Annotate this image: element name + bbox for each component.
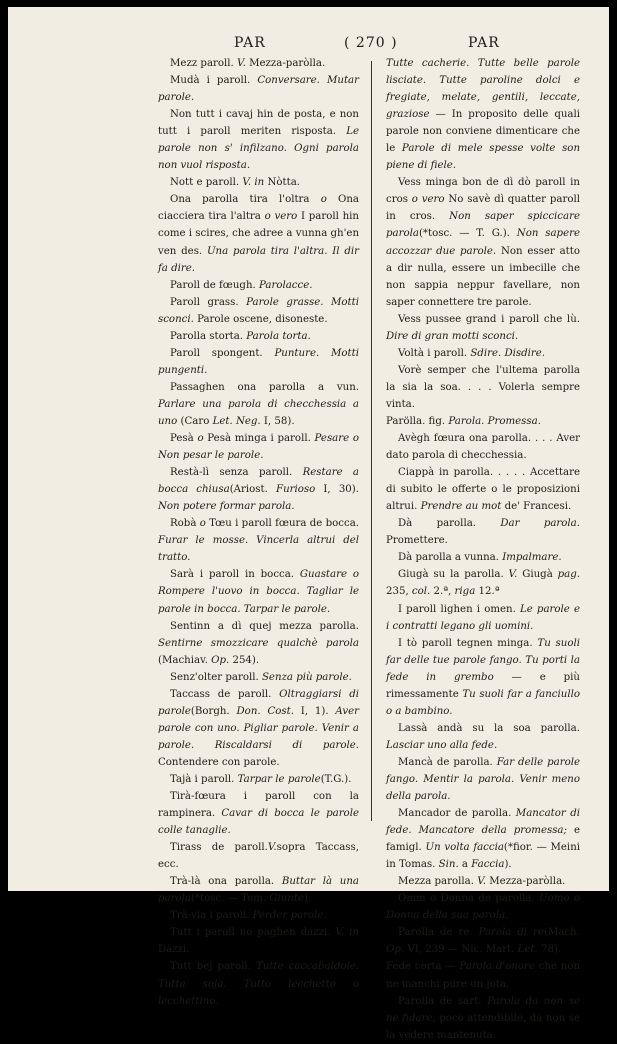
- entry-text: Vorè semper che l'ultema parolla la sia la soa. . . . Volerla sempre vinta.: [386, 364, 580, 410]
- entry-translation: Buttar là una parola: [158, 876, 359, 905]
- entry-translation: Aver parole con uno. Pigliar parole. Venir a parole. Riscaldarsi di parole.: [158, 705, 359, 751]
- dictionary-entry: [386, 720, 580, 754]
- entry-text: Non esser atto a dir nulla, essere un imbecille che non sappia neppur favellare, non saper connettere tre parole.: [386, 245, 580, 308]
- entry-text: Donna de parolla.: [436, 893, 539, 905]
- entry-translation: Faccia: [471, 859, 505, 871]
- entry-text: Restà-lì senza paroll.: [170, 467, 303, 479]
- entry-text: Promettere.: [386, 535, 448, 547]
- entry-text: Parolla storta.: [170, 330, 247, 342]
- entry-translation: Tutte caccabaldole. Tutta soja. Tutto lecchetto o lecchettino.: [158, 961, 359, 1007]
- dictionary-entry: [386, 958, 580, 992]
- dictionary-entry: [158, 55, 359, 72]
- entry-text: Parole oscene, disoneste.: [193, 313, 328, 325]
- entry-text: Passaghen ona parolla a vun.: [170, 381, 359, 393]
- entry-text: Mezz paroll.: [170, 58, 238, 69]
- entry-text: I paroll lighen i omen.: [398, 603, 520, 615]
- entry-translation: Perder parole.: [252, 910, 327, 922]
- entry-translation: Le parole e i contratti legano gli uomini.: [386, 603, 580, 632]
- entry-translation: Cavar di bocca le parole colle tanaglie.: [158, 808, 359, 837]
- dictionary-entry: [158, 907, 359, 924]
- entry-translation: Furioso: [276, 484, 316, 496]
- entry-translation: Parola di re: [478, 927, 544, 939]
- right-column: [386, 55, 580, 1044]
- entry-translation: Oltraggiarsi di parole: [158, 688, 359, 717]
- dictionary-entry: [158, 669, 359, 686]
- entry-text: Mudà i paroll.: [170, 75, 258, 87]
- entry-text: Tutt i paroll no paghen dazzi.: [170, 927, 336, 939]
- dictionary-entry: [158, 788, 359, 839]
- entry-text: ).: [504, 859, 512, 871]
- entry-translation: Sdire. Disdire.: [470, 347, 546, 359]
- entry-text: Mezza-paròlla.: [486, 876, 566, 888]
- dictionary-entry: [158, 566, 359, 617]
- entry-translation: Mancator di fede. Mancatore della promessa;: [386, 808, 580, 837]
- dictionary-entry: [386, 890, 580, 924]
- entry-translation: Una parola tira l'altra. Il dir fa dire.: [158, 245, 359, 274]
- entry-text: Parolla de re.: [398, 927, 479, 939]
- entry-text: Mezza-paròlla.: [245, 58, 326, 69]
- entry-text: I tò paroll tegnen minga.: [398, 637, 538, 649]
- dictionary-entry: [158, 618, 359, 669]
- entry-text: Tajà i paroll.: [170, 773, 238, 785]
- entry-text: (*tosc. — T. G.).: [418, 228, 517, 240]
- entry-translation: V. in: [335, 927, 360, 939]
- entry-text: — e più rimessamente: [386, 671, 580, 700]
- entry-text: I, 30).: [315, 484, 359, 496]
- entry-text: Ona ciacciera tira l'altra: [158, 194, 359, 223]
- entry-text: Dàzzi.: [158, 944, 190, 956]
- page-number: ( 270 ): [344, 35, 398, 51]
- dictionary-entry: [158, 277, 359, 294]
- entry-translation: Non potere formar parola.: [158, 501, 295, 513]
- running-head-right: PAR: [468, 35, 500, 51]
- entry-text: No savè dì quatter paroll in cros.: [386, 194, 580, 223]
- entry-translation: Conversare. Mutar parole.: [158, 75, 359, 104]
- entry-text: Pesà minga i paroll.: [203, 433, 315, 445]
- entry-text: Mancà de parolla.: [398, 756, 497, 768]
- dictionary-entry: [158, 106, 359, 174]
- entry-translation: Non saper spiccicare parola: [386, 211, 580, 240]
- running-head-left: PAR: [234, 35, 266, 51]
- entry-text: Ona parolla tira l'oltra: [170, 194, 321, 206]
- entry-text: Paroll grass.: [170, 296, 247, 308]
- entry-text: Nott e paroll.: [170, 177, 243, 189]
- entry-text: 254).: [229, 654, 260, 666]
- entry-text: (Machiav.: [158, 654, 212, 666]
- entry-translation: Sentirne smozzicare qualchè parola: [158, 637, 359, 649]
- entry-translation: Op.: [386, 944, 405, 956]
- entry-translation: col.: [411, 586, 431, 598]
- entry-translation: Sin.: [438, 859, 459, 871]
- entry-text: Dà parolla.: [398, 518, 501, 530]
- dictionary-entry: [158, 958, 359, 1009]
- dictionary-entry: [158, 379, 359, 430]
- entry-translation: Far delle parole fango. Mentir la parola. Venir meno della parola.: [386, 756, 580, 803]
- entry-translation: Tarpar le parole: [237, 773, 321, 785]
- entry-translation: Parola. Promessa.: [448, 415, 541, 427]
- entry-text: I, 58).: [260, 415, 295, 427]
- entry-translation: Giunte: [269, 893, 304, 905]
- entry-translation: riga: [454, 586, 476, 598]
- entry-text: Giugà su la parolla.: [398, 569, 509, 581]
- entry-translation: V.: [508, 569, 518, 581]
- entry-translation: Punture. Motti pungenti.: [158, 347, 359, 376]
- entry-text: Sarà i paroll in bocca.: [170, 569, 300, 581]
- dictionary-entry: [158, 515, 359, 566]
- entry-translation: Parlare una parola di checchessia a uno: [158, 398, 359, 427]
- entry-translation: Don. Cost.: [236, 705, 294, 717]
- entry-translation: Tu suoli far delle tue parole fango. Tu porti la fede in grembo: [386, 637, 580, 683]
- dictionary-entry: [158, 294, 359, 328]
- dictionary-entry: [386, 549, 580, 566]
- entry-translation: Parole di mele spesse volte son piene di fiele.: [386, 143, 580, 172]
- entry-translation: Furar le mosse. Vincerla altrui del tratto.: [158, 535, 359, 564]
- entry-translation: o vero: [264, 211, 298, 223]
- entry-text: Mezza parolla.: [398, 876, 478, 888]
- entry-text: Contendere con parole.: [158, 756, 280, 768]
- entry-translation: o: [430, 893, 437, 905]
- entry-text: Parölla. fig.: [386, 415, 449, 427]
- entry-translation: Restare a bocca chiusa: [158, 467, 359, 496]
- entry-text: (Ariost.: [229, 484, 276, 496]
- entry-text: che non ne manchi pure un jota.: [386, 961, 581, 990]
- dictionary-entry: [158, 686, 359, 771]
- dictionary-entry: [386, 430, 580, 464]
- entry-text: Voltà i paroll.: [398, 347, 471, 359]
- dictionary-entry: [386, 566, 580, 600]
- entry-translation: Let.: [517, 944, 538, 956]
- dictionary-entry: [386, 413, 580, 430]
- dictionary-entry: [386, 311, 580, 345]
- dictionary-entry: [158, 873, 359, 907]
- dictionary-entry: [158, 72, 359, 106]
- entry-text: e famigl.: [386, 825, 580, 854]
- entry-translation: V.: [237, 58, 246, 69]
- dictionary-entry: [158, 328, 359, 345]
- entry-text: Nòtta.: [264, 177, 301, 189]
- left-column: [158, 55, 359, 1010]
- entry-translation: o vero: [411, 194, 445, 206]
- entry-translation: Guastare o Rompere l'uovo in bocca. Tagliar le parole in bocca. Tarpar le parole.: [158, 569, 359, 615]
- entry-text: Dà parolla a vunna.: [398, 552, 503, 564]
- dictionary-entry: [386, 873, 580, 890]
- entry-text: Trà-là ona parolla.: [170, 876, 282, 888]
- dictionary-page: [8, 7, 609, 1041]
- entry-text: (Borgh.: [190, 705, 237, 717]
- entry-translation: Dire di gran motti sconci.: [386, 330, 519, 342]
- dictionary-entry: [386, 635, 580, 720]
- entry-translation: Parole grasse. Motti sconci.: [158, 296, 359, 325]
- entry-text: sopra Taccass, ecc.: [158, 842, 359, 871]
- entry-translation: Tutte cacherie. Tutte belle parole lisciate. Tutte paroline dolci e fregiate, melate, gentili, leccate, graziose: [386, 58, 580, 121]
- dictionary-entry: [386, 924, 580, 958]
- entry-text: , poco attendibile, da non se la vedere mantenuta.: [386, 1012, 580, 1041]
- entry-text: 2.ª,: [430, 586, 455, 598]
- entry-text: Lassà andà su la soa parolla.: [398, 722, 580, 734]
- dictionary-entry: [158, 924, 359, 958]
- entry-translation: o: [197, 433, 204, 445]
- entry-text: Tœu i paroll fœura de bocca.: [205, 518, 360, 530]
- entry-text: Parolla de sart.: [398, 995, 488, 1007]
- entry-translation: Parolacce.: [258, 279, 313, 291]
- dictionary-entry: [158, 771, 359, 788]
- entry-text: 78).: [537, 944, 562, 956]
- entry-translation: Parola torta.: [246, 330, 311, 342]
- dictionary-entry: [386, 55, 580, 174]
- dictionary-entry: [386, 362, 580, 413]
- entry-translation: Senza più parole.: [261, 671, 352, 683]
- dictionary-entry: [386, 805, 580, 873]
- entry-translation: Prendre au mot: [420, 501, 502, 513]
- entry-translation: pag.: [557, 569, 580, 581]
- entry-text: VI, 239 — Nic. Mart.: [404, 944, 518, 956]
- entry-text: Omm: [398, 893, 431, 905]
- entry-text: de' Francesi.: [501, 501, 572, 513]
- entry-translation: V. in: [242, 177, 265, 189]
- entry-translation: Un volta faccia: [425, 842, 504, 854]
- entry-text: Paroll spongent.: [170, 347, 275, 359]
- entry-text: Avègh fœura ona parolla. . . . Aver dato parola di checchessia.: [386, 433, 580, 462]
- entry-text: I paroll hin come i scires, che adree a vunna gh'en ven des.: [158, 211, 359, 257]
- entry-text: Tirà-fœura i paroll con la rampinera.: [158, 791, 359, 820]
- entry-text: (Mach.: [544, 927, 580, 939]
- dictionary-entry: [386, 174, 580, 310]
- entry-translation: o: [199, 518, 206, 530]
- entry-translation: Lasciar uno alla fede.: [386, 739, 498, 751]
- entry-text: 12.ª: [475, 586, 500, 598]
- entry-translation: Parola d'onore: [459, 961, 535, 973]
- dictionary-entry: [158, 191, 359, 276]
- dictionary-entry: [386, 993, 580, 1044]
- entry-translation: V.: [267, 842, 277, 854]
- entry-text: 235,: [386, 586, 412, 598]
- entry-text: Vess pussee grand i paroll che lù.: [398, 313, 580, 325]
- entry-text: Tirass de paroll.: [170, 842, 268, 854]
- entry-text: (*tosc. — Tom.: [190, 893, 270, 905]
- dictionary-entry: [158, 345, 359, 379]
- entry-translation: Impalmare.: [502, 552, 562, 564]
- dictionary-entry: [386, 601, 580, 635]
- entry-text: Paroll de fœugh.: [170, 279, 259, 291]
- entry-translation: Le parole non s' infilzano. Ogni parola non vuol risposta.: [158, 126, 359, 172]
- entry-text: Senz'olter paroll.: [170, 671, 262, 683]
- dictionary-entry: [158, 174, 359, 191]
- dictionary-entry: [386, 464, 580, 515]
- dictionary-entry: [386, 754, 580, 805]
- entry-text: Mancador de parolla.: [398, 808, 516, 820]
- dictionary-entry: [158, 839, 359, 873]
- entry-text: I, 1).: [293, 705, 336, 717]
- entry-text: Trà-via i paroll.: [170, 910, 253, 922]
- entry-text: Sentinn a dì quej mezza parolla.: [170, 620, 359, 632]
- entry-translation: o: [320, 194, 327, 206]
- entry-text: Taccass de paroll.: [170, 688, 280, 700]
- dictionary-entry: [158, 464, 359, 515]
- entry-text: Pesà: [170, 433, 198, 445]
- entry-text: (*fior. — Meini in Tomas.: [386, 842, 581, 871]
- entry-translation: Tu suoli far a fanciullo o a bambino.: [386, 688, 580, 717]
- entry-text: Tutt bej paroll.: [170, 961, 256, 973]
- entry-text: Vess minga bon de dì dò paroll in cros: [386, 177, 580, 206]
- entry-translation: Non sapere accozzar due parole.: [386, 228, 580, 257]
- entry-text: Robà: [170, 518, 200, 530]
- entry-translation: Let. Neg.: [212, 415, 261, 427]
- entry-text: Giugà: [517, 569, 558, 581]
- entry-text: a: [458, 859, 472, 871]
- entry-translation: Parola da non se ne fidare: [386, 995, 580, 1024]
- entry-translation: V.: [477, 876, 486, 888]
- column-divider: [371, 61, 372, 821]
- entry-translation: Pesare o Non pesar le parole.: [158, 433, 359, 462]
- entry-text: Ciappà in parolla. . . . . Accettare di subito le offerte o le proposizioni altrui.: [386, 467, 580, 513]
- entry-translation: Uomo o Donna della sua parola.: [386, 893, 580, 922]
- entry-text: (T.G.).: [320, 773, 352, 785]
- entry-translation: Op.: [211, 654, 230, 666]
- entry-text: ).: [304, 893, 312, 905]
- entry-text: Fede certa —: [386, 961, 460, 973]
- entry-text: — In proposito delle quali parole non conviene dimenticare che le: [386, 109, 580, 155]
- entry-text: Non tutt i cavaj hin de posta, e non tutt i paroll meriten risposta.: [158, 109, 359, 138]
- dictionary-entry: [158, 430, 359, 464]
- entry-translation: Dar parola.: [500, 518, 580, 530]
- dictionary-entry: [386, 345, 580, 362]
- entry-text: (Caro: [177, 415, 213, 427]
- dictionary-entry: [386, 515, 580, 549]
